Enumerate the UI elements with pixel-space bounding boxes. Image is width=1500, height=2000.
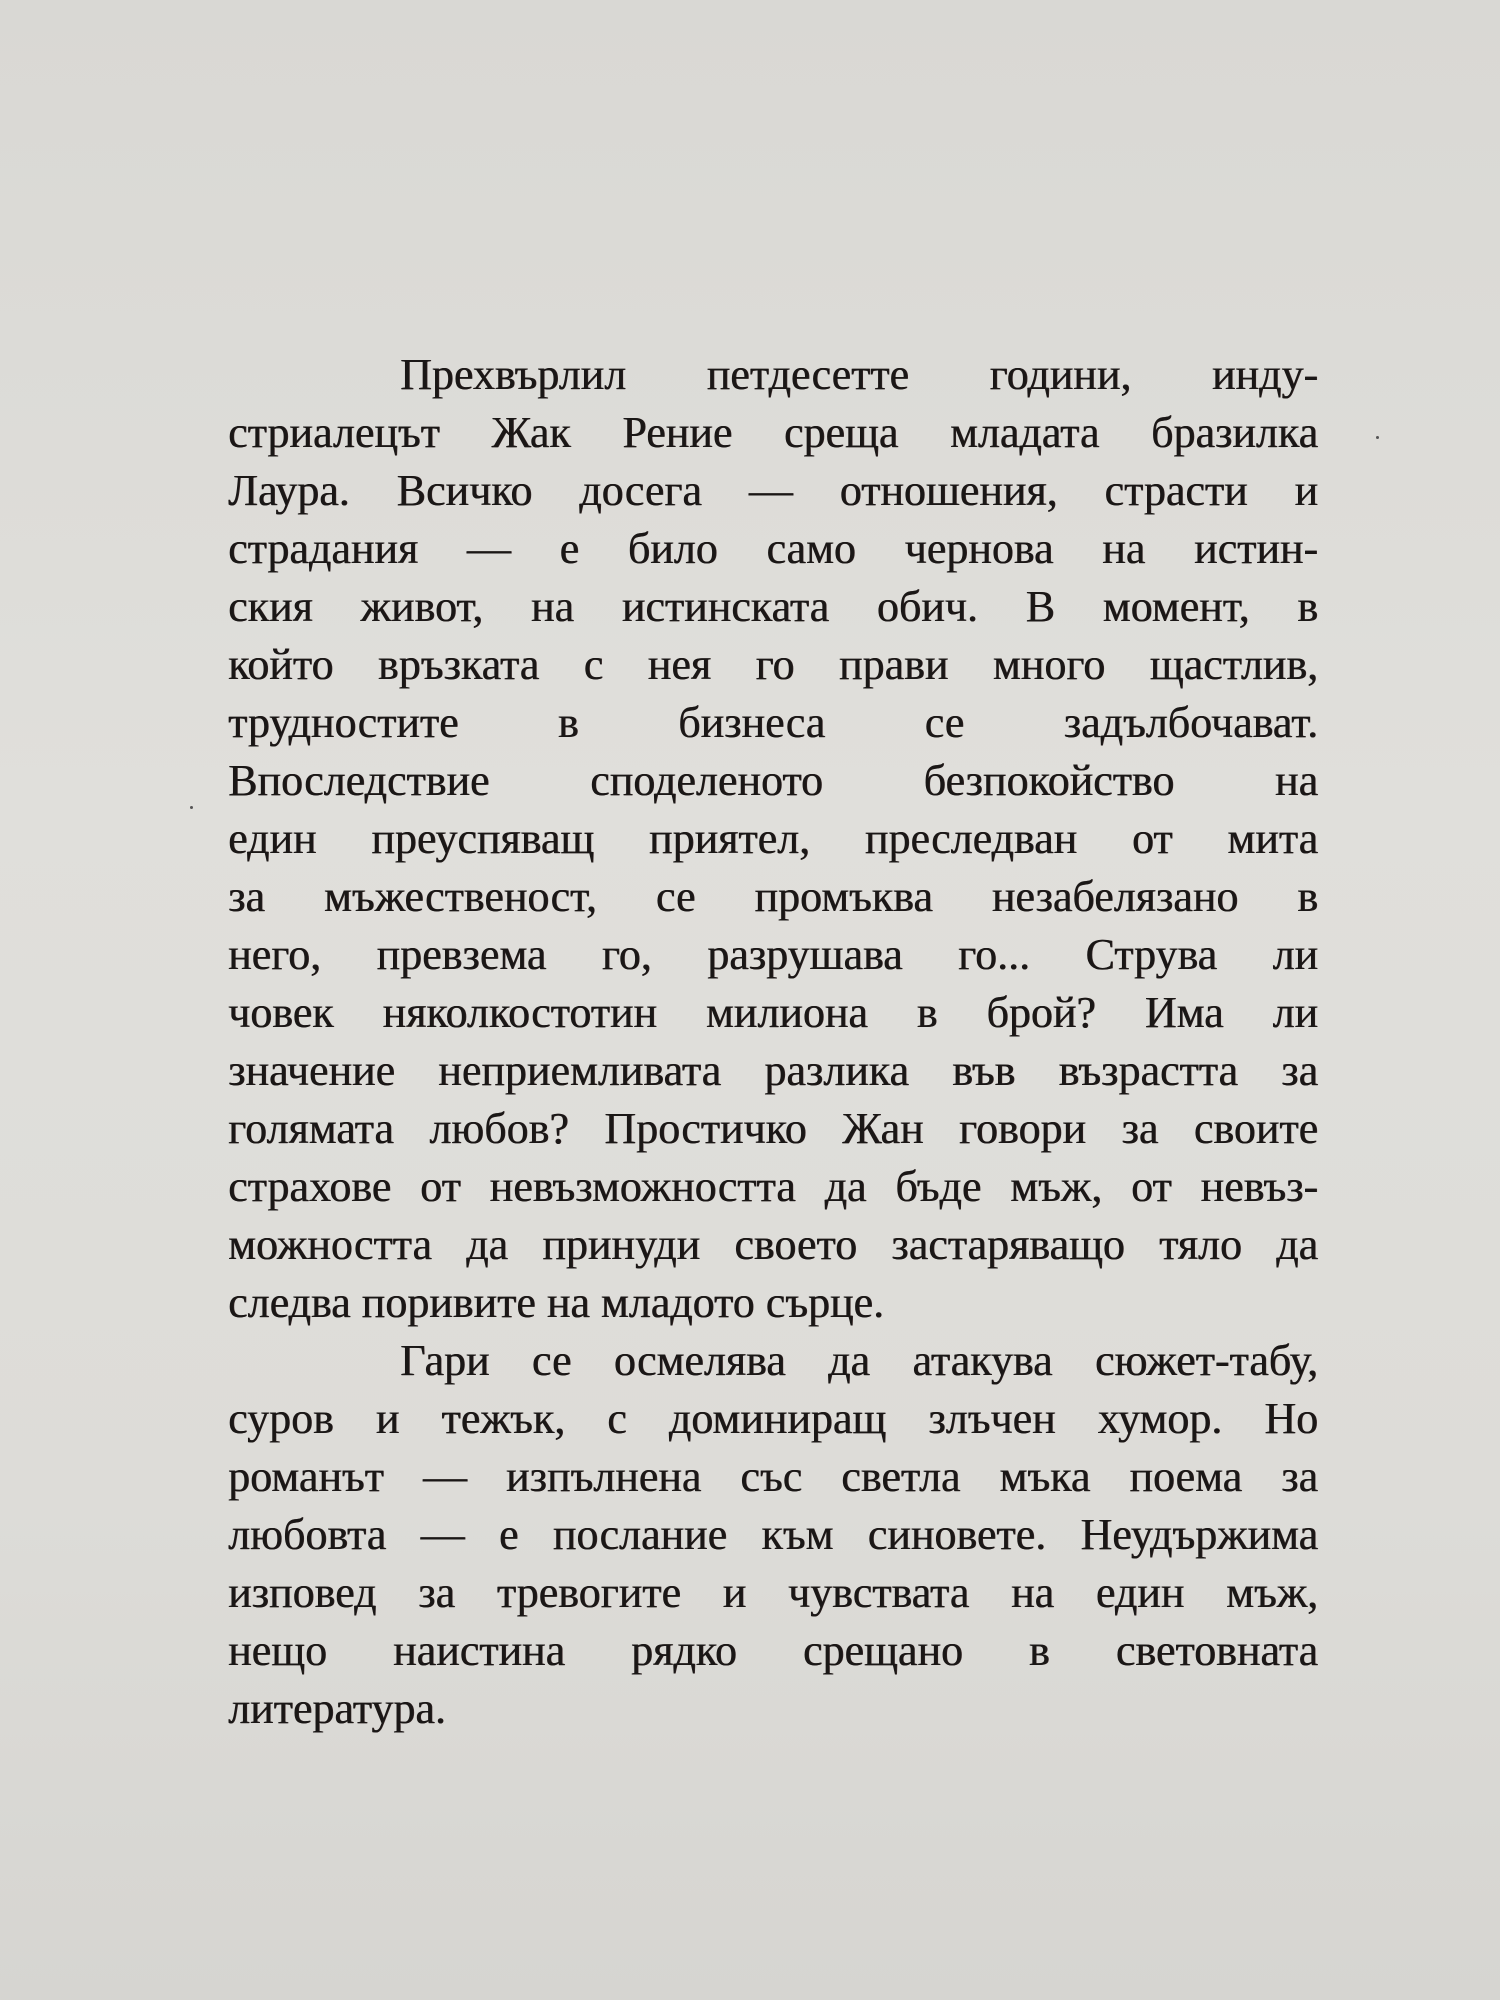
paragraph-1 — [228, 346, 1318, 1332]
text-line: значение неприемливата разлика във възрастта за — [228, 1046, 1318, 1095]
text-line: суров и тежък, с доминиращ злъчен хумор. Но — [228, 1394, 1318, 1443]
print-speck — [1376, 436, 1379, 439]
text-line: можността да принуди своето застаряващо тяло да — [228, 1220, 1318, 1269]
text-line: един преуспяващ приятел, преследван от мита — [228, 814, 1318, 863]
text-line: нещо наистина рядко срещано в световната — [228, 1626, 1318, 1675]
text-line: страхове от невъзможността да бъде мъж, от невъз- — [228, 1162, 1318, 1211]
text-line: човек няколкостотин милиона в брой? Има ли — [228, 988, 1318, 1037]
text-line: ския живот, на истинската обич. В момент, в — [228, 582, 1318, 631]
text-line: стриалецът Жак Рение среща младата бразилка — [228, 408, 1318, 457]
text-line: изповед за тревогите и чувствата на един мъж, — [228, 1568, 1318, 1617]
text-line: трудностите в бизнеса се задълбочават. — [228, 698, 1318, 747]
text-line: за мъжественост, се промъква незабелязано в — [228, 872, 1318, 921]
text-line: Лаура. Всичко досега — отношения, страсти и — [228, 466, 1318, 515]
text-line: романът — изпълнена със светла мъка поема за — [228, 1452, 1318, 1501]
text-line: голямата любов? Простичко Жан говори за своите — [228, 1104, 1318, 1153]
body-text — [228, 346, 1318, 1738]
text-line: любовта — е послание към синовете. Неудържима — [228, 1510, 1318, 1559]
text-line: Впоследствие споделеното безпокойство на — [228, 756, 1318, 805]
text-line: страдания — е било само чернова на истин- — [228, 524, 1318, 573]
print-speck — [190, 806, 193, 809]
paragraph-2 — [228, 1332, 1318, 1738]
text-line: литература. — [228, 1684, 446, 1733]
text-line: следва поривите на младото сърце. — [228, 1278, 884, 1327]
text-line: Гари се осмелява да атакува сюжет-табу, — [400, 1336, 1318, 1385]
text-line: него, превзема го, разрушава го... Струва ли — [228, 930, 1318, 979]
text-line: Прехвърлил петдесетте години, инду- — [400, 350, 1318, 399]
text-line: който връзката с нея го прави много щастлив, — [228, 640, 1318, 689]
